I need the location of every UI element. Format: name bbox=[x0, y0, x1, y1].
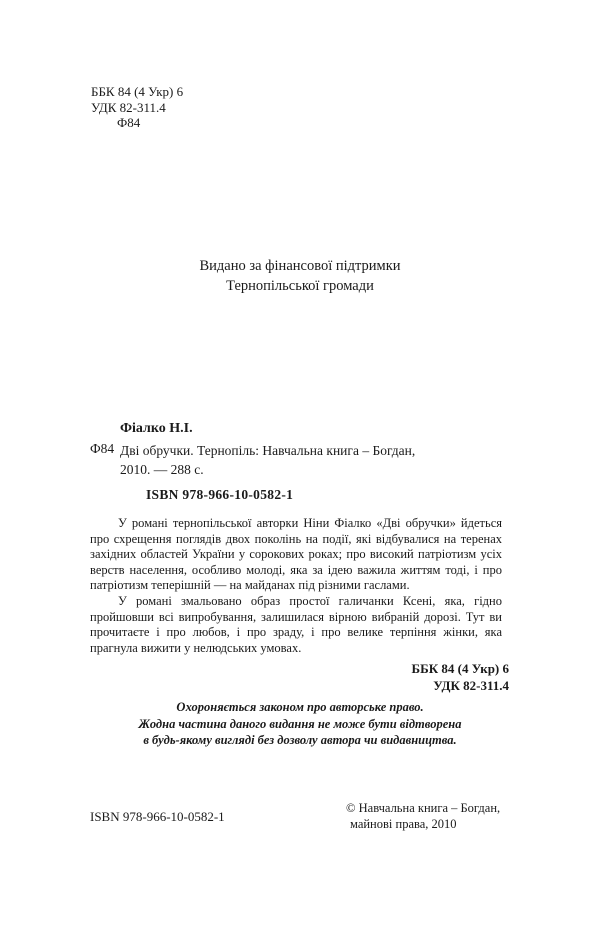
author-sign-code: Ф84 bbox=[117, 115, 141, 130]
bib-line-2: 2010. — 288 с. bbox=[120, 462, 204, 477]
bbk-code: ББК 84 (4 Укр) 6 bbox=[91, 84, 184, 99]
annotation bbox=[90, 516, 502, 656]
annotation-paragraph-2: У романі змальовано образ простої галичанки Ксені, яка, гідно пройшовши всі випробування, залишилася вірною вибраній дорозі. Тут ви прочитаєте і про любов, і про зраду, і про велике терпіння жінки, яка прагнула вижити у нелюдських умовах. bbox=[90, 593, 502, 655]
funding-line-1: Видано за фінансової підтримки bbox=[199, 258, 401, 274]
bibliographic-description bbox=[120, 441, 500, 479]
isbn-footer: ISBN 978-966-10-0582-1 bbox=[90, 809, 225, 824]
bbk-code-right: ББК 84 (4 Укр) 6 bbox=[411, 661, 509, 676]
copyright-footer-line-1: © Навчальна книга – Богдан, bbox=[346, 801, 501, 815]
author-name: Фіалко Н.І. bbox=[120, 421, 193, 436]
isbn-main: ISBN 978-966-10-0582-1 bbox=[146, 487, 294, 502]
bib-line-1: Дві обручки. Тернопіль: Навчальна книга – Богдан, bbox=[120, 443, 416, 458]
funding-note bbox=[0, 256, 600, 296]
classification-right bbox=[0, 660, 509, 694]
copyright-footer-line-2: майнові права, 2010 bbox=[350, 817, 457, 831]
copyright-notice-line-3: в будь-якому вигляді без дозволу автора чи видавництва. bbox=[143, 733, 457, 747]
copyright-notice-line-1: Охороняється законом про авторське право. bbox=[176, 700, 424, 714]
bibliography-code: Ф84 bbox=[90, 441, 115, 456]
udk-code-right: УДК 82-311.4 bbox=[433, 678, 509, 693]
funding-line-2: Тернопільської громади bbox=[226, 278, 374, 294]
annotation-paragraph-1: У романі тернопільської авторки Ніни Фіалко «Дві обручки» йдеться про схрещення поглядів двох поколінь на події, які відбувалися на теренах західних областей України у сорокових роках; про високий патріотизм усіх верств населення, особливо молоді, яка за ідею важила життям тоді, і про патріотизм теперішній — на майданах під різними гаслами. bbox=[90, 516, 502, 593]
copyright-footer bbox=[346, 800, 500, 832]
udk-code: УДК 82-311.4 bbox=[91, 99, 166, 115]
copyright-notice-line-2: Жодна частина даного видання не може бути відтворена bbox=[138, 716, 462, 731]
classification-block bbox=[91, 84, 183, 131]
copyright-notice bbox=[0, 699, 600, 749]
